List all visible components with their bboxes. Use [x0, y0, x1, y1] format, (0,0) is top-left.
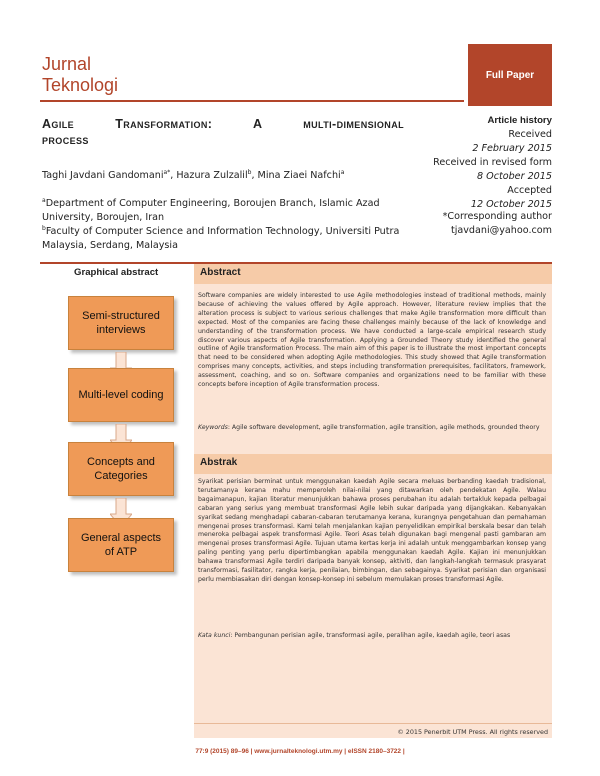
paper-type-label: Full Paper	[485, 69, 535, 81]
abstract-heading: Abstract	[200, 267, 241, 278]
revised-date: 8 October 2015	[476, 171, 552, 182]
journal-name	[42, 54, 118, 96]
corresponding-label: *Corresponding author	[442, 211, 552, 222]
author-sup: a	[340, 169, 345, 176]
kata-kunci-label: Kata kunci	[198, 632, 231, 639]
page-footer: 77:9 (2015) 89–96 | www.jurnalteknologi.utm.my | eISSN 2180–3722 |	[195, 748, 405, 755]
paper-type-badge	[468, 44, 552, 106]
affiliation-a	[42, 194, 408, 225]
article-history	[402, 114, 552, 212]
received-label: Received	[508, 129, 552, 140]
abstrak-keywords	[198, 632, 546, 641]
affiliation-b	[42, 222, 408, 253]
author-sup: a*	[163, 169, 171, 176]
affiliation-text: Faculty of Computer Science and Information Technology, Universiti Putra Malaysia, Serdang, Malaysia	[42, 226, 400, 252]
affiliation-text: Department of Computer Engineering, Boroujen Branch, Islamic Azad University, Boroujen, Iran	[42, 198, 380, 224]
copyright-notice: © 2015 Penerbit UTM Press. All rights reserved	[397, 728, 548, 736]
corresponding-author	[402, 210, 552, 238]
accepted-label: Accepted	[507, 185, 552, 196]
accepted-date: 12 October 2015	[470, 199, 552, 210]
corresponding-email[interactable]: tjavdani@yahoo.com	[450, 225, 552, 236]
abstract-header	[194, 264, 552, 284]
flow-step: General aspects of ATP	[68, 518, 174, 572]
abstrak-header	[194, 454, 552, 474]
history-heading: Article history	[487, 115, 552, 126]
keywords-label: Keywords	[198, 424, 228, 431]
abstrak-heading: Abstrak	[200, 457, 238, 468]
flow-step: Concepts and Categories	[68, 442, 174, 496]
journal-name-line2: Teknologi	[42, 75, 119, 95]
received-date: 2 February 2015	[472, 143, 552, 154]
abstract-text: Software companies are widely interested to use Agile methodologies instead of traditional methods, mainly because of achieving the values offered by Agile approach. However, literature review implies that the alteration process is subject to various serious challenges that make Agile transformation more difficult than expected. Most of the companies are facing these challenges mainly because of the lack of knowledge and understanding of the transformation process. We have conducted a large-scale empirical research study discover various aspects of Agile transformation. Applying a Grounded Theory study identified the general outline of Agile transformation Process. The main aim of this paper is to illustrate the most important concepts that need to be considered when adopting Agile methodologies. This study showed that Agile transformation comprises many concepts, activities, and steps including transformation prerequisites, facilitators, framework, assessment, coaching, and so on. Software companies and organizations need to be familiar with these concepts before inception of Agile transformation process.	[198, 292, 546, 389]
abstrak-text: Syarikat perisian berminat untuk menggunakan kaedah Agile secara meluas berbanding kaedah tradisional, terutamanya kerana mahu memperoleh nilai-nilai yang ditawarkan oleh pendekatan Agile. Walau bagaimanapun, kajian literatur menunjukkan bahawa proses perubahan itu adalah tertakluk kepada pelbagai cabaran yang serius yang membuat transformasi Agile lebih sukar daripada yang dijangkakan. Kebanyakan syarikat sedang menghadapi cabaran-cabaran terutamanya kerana, kurangnya pengetahuan dan pemahaman mengenai proses transformasi. Kami telah menjalankan kajian penyelidikan empirikal berskala besar dan telah meneroka pelbagai aspek transformasi Agile. Teori Asas telah digunakan bagi mengenal pasti gambaran am mengenai proses transformasi Agile. Tujuan utama kertas kerja ini adalah untuk menggambarkan konsep yang paling penting yang perlu dipertimbangkan apabila menggunakan kaedah Agile. Kajian ini menunjukkan bahawa transformasi Agile terdiri daripada banyak konsep, aktiviti, dan langkah-langkah termasuk prasyarat transformasi, fasilitator, rangka kerja, penilaian, bimbingan, dan sebagainya. Syarikat perisian dan organisasi perlu membiasakan diri dengan konsep-konsep ini sebelum memulakan proses transformasi Agile.	[198, 478, 546, 583]
revised-label: Received in revised form	[433, 157, 552, 168]
flow-step: Semi-structured interviews	[68, 296, 174, 350]
article-title-line2: process	[42, 133, 89, 147]
abstract-keywords	[198, 424, 546, 433]
author-list: Taghi Javdani Gandomani$^{a*}$, Hazura Zulzalil$^b$, Mina Ziaei Nafchi$^a$	[42, 169, 345, 182]
kata-kunci-text: : Pembangunan perisian agile, transformasi agile, peralihan agile, kaedah agile, teori asas	[230, 632, 511, 639]
keywords-text: : Agile software development, agile transformation, agile transition, agile methods, grounded theory	[227, 424, 540, 431]
author-name: Taghi Javdani Gandomani	[42, 170, 164, 182]
affiliation-sup: b	[42, 225, 46, 232]
author-sup: b	[247, 169, 252, 176]
header-rule	[40, 100, 464, 102]
flow-step: Multi-level coding	[68, 368, 174, 422]
author-name: Mina Ziaei Nafchi	[257, 170, 341, 182]
copyright-rule	[194, 723, 552, 724]
article-title-line1: Agile Transformation: A multi-dimensional	[42, 117, 404, 131]
author-name: Hazura Zulzalil	[176, 170, 248, 182]
graphical-abstract-heading: Graphical abstract	[74, 267, 159, 278]
journal-name-line1: Jurnal	[42, 54, 92, 74]
affiliation-sup: a	[42, 197, 46, 204]
